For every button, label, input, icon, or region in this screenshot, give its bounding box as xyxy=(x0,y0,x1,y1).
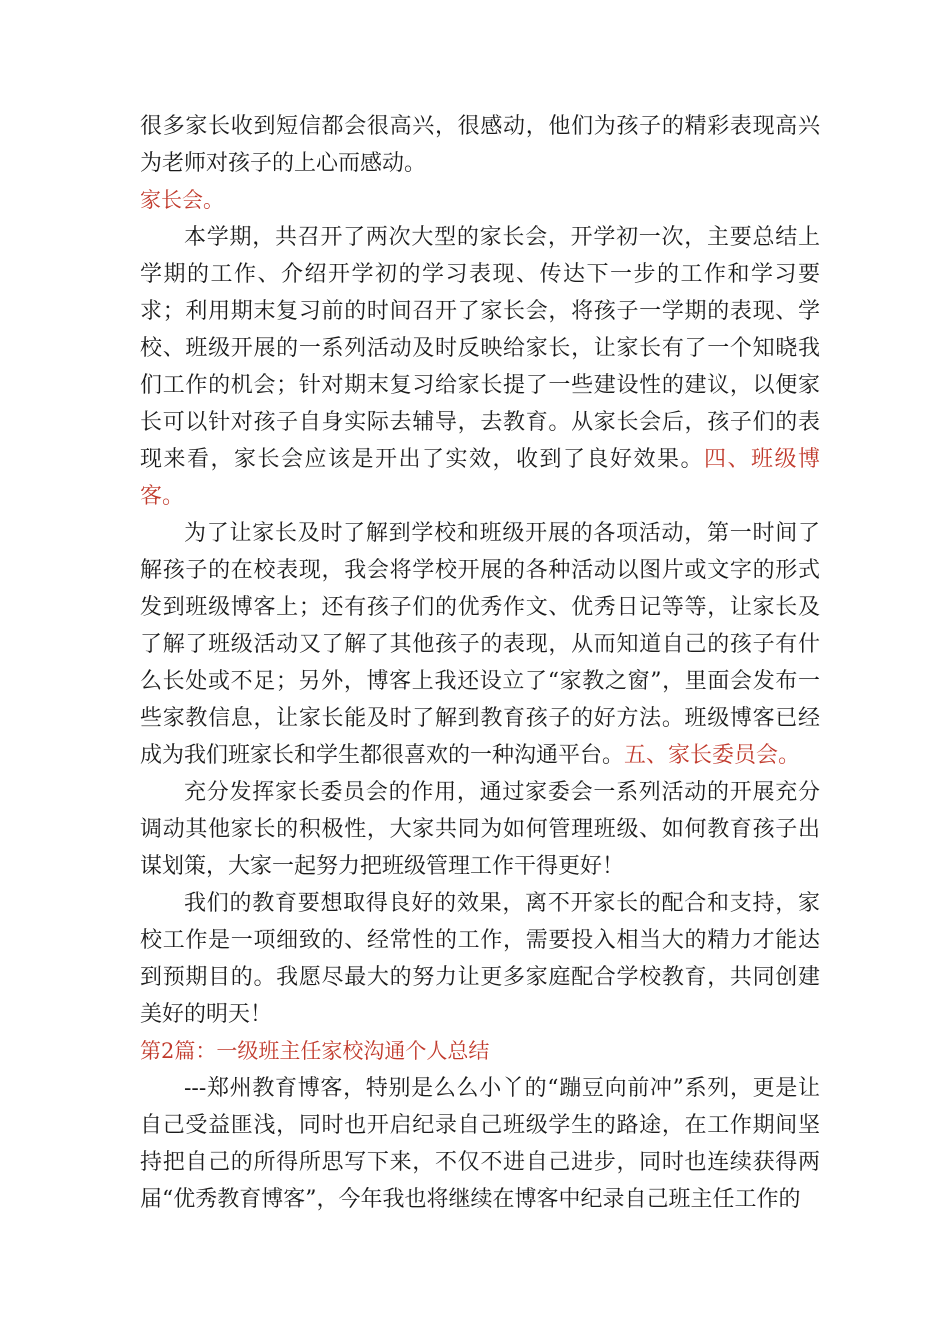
paragraph-parent-meeting-text: 本学期，共召开了两次大型的家长会，开学初一次，主要总结上学期的工作、介绍开学初的学习表现、传达下一步的工作和学习要求；利用期末复习前的时间召开了家长会，将孩子一学期的表现、学校、班级开展的一系列活动及时反映给家长，让家长有了一个知晓我们工作的机会；针对期末复习给家长提了一些建设性的建议，以便家长可以针对孩子自身实际去辅导，去教育。从家长会后，孩子们的表现来看，家长会应该是开出了实效，收到了良好效果。 xyxy=(140,225,820,472)
paragraph-conclusion: 我们的教育要想取得良好的效果，离不开家长的配合和支持，家校工作是一项细致的、经常性的工作，需要投入相当大的精力才能达到预期目的。我愿尽最大的努力让更多家庭配合学校教育，共同创建美好的明天！ xyxy=(140,891,820,1027)
article-heading-part-2: 第2篇：一级班主任家校沟通个人总结 xyxy=(140,1039,490,1063)
paragraph-class-blog-text: 为了让家长及时了解到学校和班级开展的各项活动，第一时间了解孩子的在校表现，我会将学校开展的各种活动以图片或文字的形式发到班级博客上；还有孩子们的优秀作文、优秀日记等等，让家长及了解了班级活动又了解了其他孩子的表现，从而知道自己的孩子有什么长处或不足；另外，博客上我还设立了“家教之窗”，里面会发布一些家教信息，让家长能及时了解到教育孩子的好方法。班级博客已经成为我们班家长和学生都很喜欢的一种沟通平台。 xyxy=(140,521,820,768)
section-heading-parent-committee: 五、家长委员会。 xyxy=(624,743,801,768)
section-heading-parent-meeting: 家长会。 xyxy=(140,188,224,212)
paragraph-parent-meeting xyxy=(140,219,820,515)
section-heading-class-blog: 四、班级博客。 xyxy=(140,447,820,509)
paragraph-blog-summary: ---郑州教育博客，特别是么么小丫的“蹦豆向前冲”系列，更是让自己受益匪浅，同时也开启纪录自己班级学生的路途，在工作期间坚持把自己的所得所思写下来，不仅不进自己进步，同时也连续获得两届“优秀教育博客”，今年我也将继续在博客中纪录自己班主任工作的 xyxy=(140,1076,820,1212)
paragraph-intro: 很多家长收到短信都会很高兴，很感动，他们为孩子的精彩表现高兴为老师对孩子的上心而感动。 xyxy=(140,114,820,176)
document-page xyxy=(140,108,820,1218)
paragraph-class-blog xyxy=(140,515,820,774)
paragraph-parent-committee: 充分发挥家长委员会的作用，通过家委会一系列活动的开展充分调动其他家长的积极性，大家共同为如何管理班级、如何教育孩子出谋划策，大家一起努力把班级管理工作干得更好！ xyxy=(140,780,820,879)
